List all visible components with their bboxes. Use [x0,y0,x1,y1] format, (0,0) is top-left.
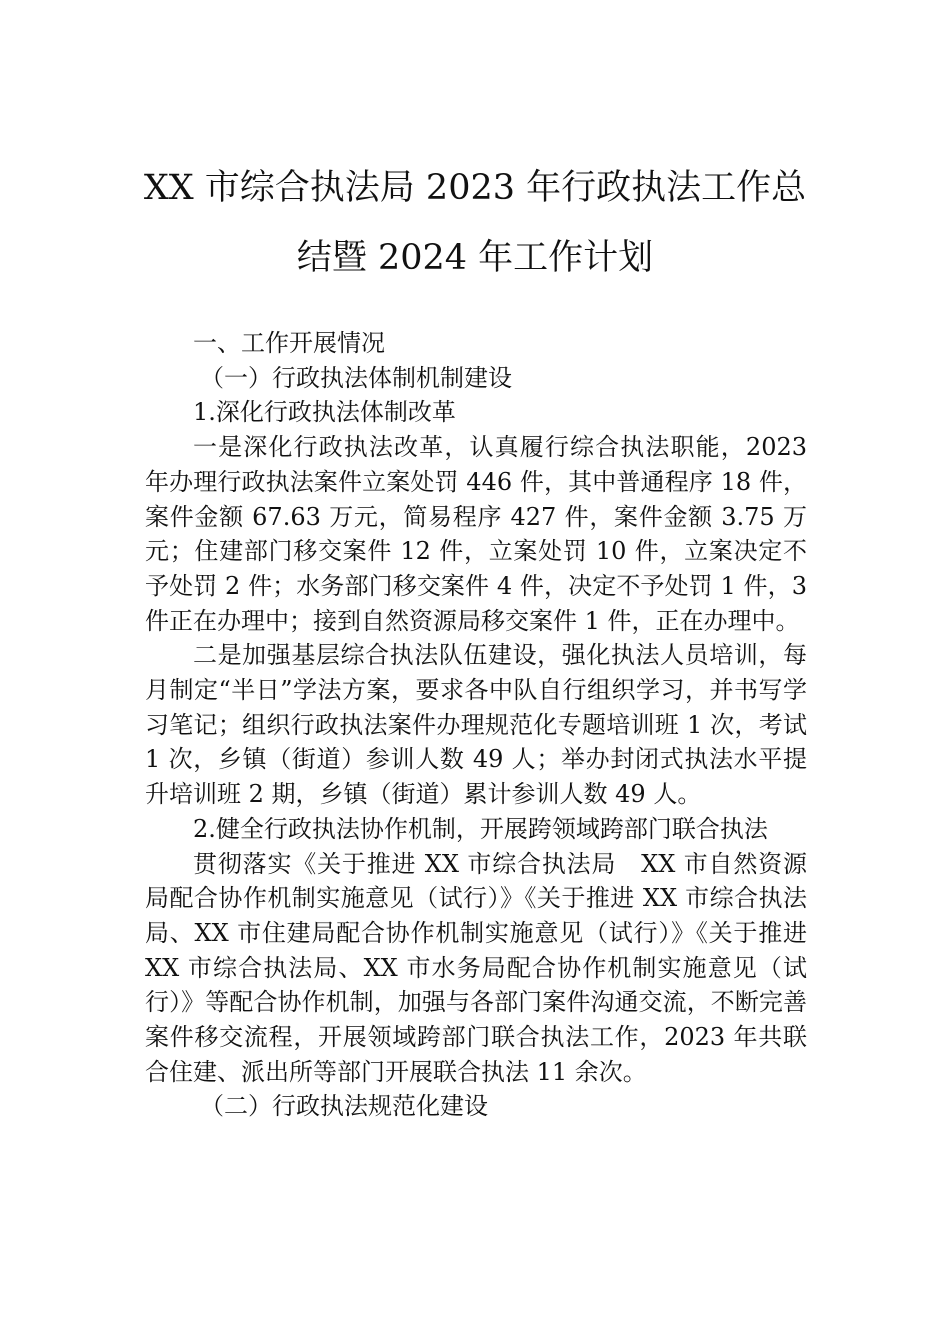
body-paragraph: 二是加强基层综合执法队伍建设，强化执法人员培训，每月制定“半日”学法方案，要求各中队自行组织学习，并书写学习笔记；组织行政执法案件办理规范化专题培训班 1 次，考试 1 次，乡镇（街道）参训人数 49 人；举办封闭式执法水平提升培训班 2 期，乡镇（街道）累计参训人数 49 人。 [145,641,807,809]
subsection-heading: （二）行政执法规范化建设 [200,1092,488,1121]
body-paragraph: 贯彻落实《关于推进 XX 市综合执法局 XX 市自然资源局配合协作机制实施意见（试行）》《关于推进 XX 市综合执法局、XX 市住建局配合协作机制实施意见（试行）》《关于推进 XX 市综合执法局、XX 市水务局配合协作机制实施意见（试行）》等配合协作机制，加强与各部门案件沟通交流，不断完善案件移交流程，开展领域跨部门联合执法工作，2023 年共联合住建、派出所等部门开展联合执法 11 余次。 [145,849,807,1086]
item-heading: 1.深化行政执法体制改革 [193,398,456,427]
document-title-line-2: 结暨 2024 年工作计划 [296,238,654,278]
item-heading: 2.健全行政执法协作机制，开展跨领域跨部门联合执法 [193,814,768,843]
document-body [145,326,807,1124]
document-title-line-1: XX 市综合执法局 2023 年行政执法工作总 [143,168,807,208]
section-heading: 一、工作开展情况 [193,329,385,357]
body-paragraph: 一是深化行政执法改革，认真履行综合执法职能，2023 年办理行政执法案件立案处罚 446 件，其中普通程序 18 件，案件金额 67.63 万元，简易程序 427 件，案件金额 3.75 万元；住建部门移交案件 12 件，立案处罚 10 件，立案决定不予处罚 2 件；水务部门移交案件 4 件，决定不予处罚 1 件，3 件正在办理中；接到自然资源局移交案件 1 件，正在办理中。 [145,433,807,635]
subsection-heading: （一）行政执法体制机制建设 [200,363,512,392]
